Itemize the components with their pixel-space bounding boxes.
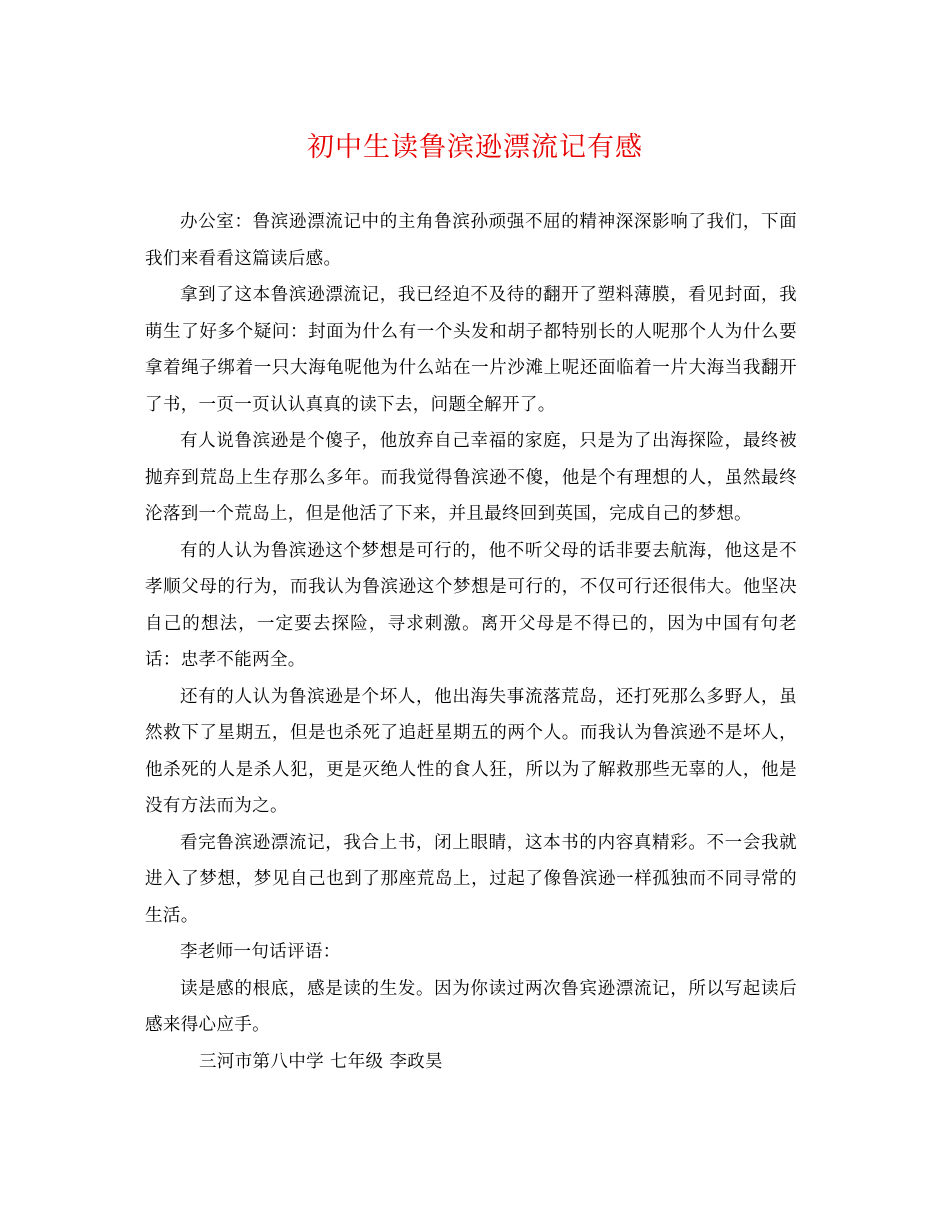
paragraph-not-fool: 有人说鲁滨逊是个傻子，他放弃自己幸福的家庭，只是为了出海探险，最终被抛弃到荒岛上生存那么多年。而我觉得鲁滨逊不傻，他是个有理想的人，虽然最终沦落到一个荒岛上，但是他活了下来，并且最终回到英国，完成自己的梦想。 [145,431,797,524]
document-body [145,204,797,1080]
teacher-comment-heading: 李老师一句话评语： [180,942,341,962]
paragraph-intro: 办公室：鲁滨逊漂流记中的主角鲁滨孙顽强不屈的精神深深影响了我们，下面我们来看看这篇读后感。 [145,212,797,269]
paragraph-dream-feasible: 有的人认为鲁滨逊这个梦想是可行的，他不听父母的话非要去航海，他这是不孝顺父母的行为，而我认为鲁滨逊这个梦想是可行的，不仅可行还很伟大。他坚决自己的想法，一定要去探险，寻求刺激。离开父母是不得已的，因为中国有句老话：忠孝不能两全。 [145,540,797,670]
paragraph-not-bad-person: 还有的人认为鲁滨逊是个坏人，他出海失事流落荒岛，还打死那么多野人，虽然救下了星期五，但是也杀死了追赶星期五的两个人。而我认为鲁滨逊不是坏人，他杀死的人是杀人犯，更是灭绝人性的食人狂，所以为了解救那些无辜的人，他是没有方法而为之。 [145,686,797,816]
document-title: 初中生读鲁滨逊漂流记有感 [307,132,643,163]
paragraph-book-cover: 拿到了这本鲁滨逊漂流记，我已经迫不及待的翻开了塑料薄膜，看见封面，我萌生了好多个疑问：封面为什么有一个头发和胡子都特别长的人呢那个人为什么要拿着绳子绑着一只大海龟呢他为什么站在一片沙滩上呢还面临着一片大海当我翻开了书，一页一页认认真真的读下去，问题全解开了。 [145,285,797,415]
paragraph-after-reading: 看完鲁滨逊漂流记，我合上书，闭上眼睛，这本书的内容真精彩。不一会我就进入了梦想，梦见自己也到了那座荒岛上，过起了像鲁滨逊一样孤独而不同寻常的生活。 [145,832,797,926]
author-signature: 三河市第八中学 七年级 李政昊 [199,1051,443,1072]
teacher-comment: 读是感的根底，感是读的生发。因为你读过两次鲁宾逊漂流记，所以写起读后感来得心应手。 [145,978,797,1035]
